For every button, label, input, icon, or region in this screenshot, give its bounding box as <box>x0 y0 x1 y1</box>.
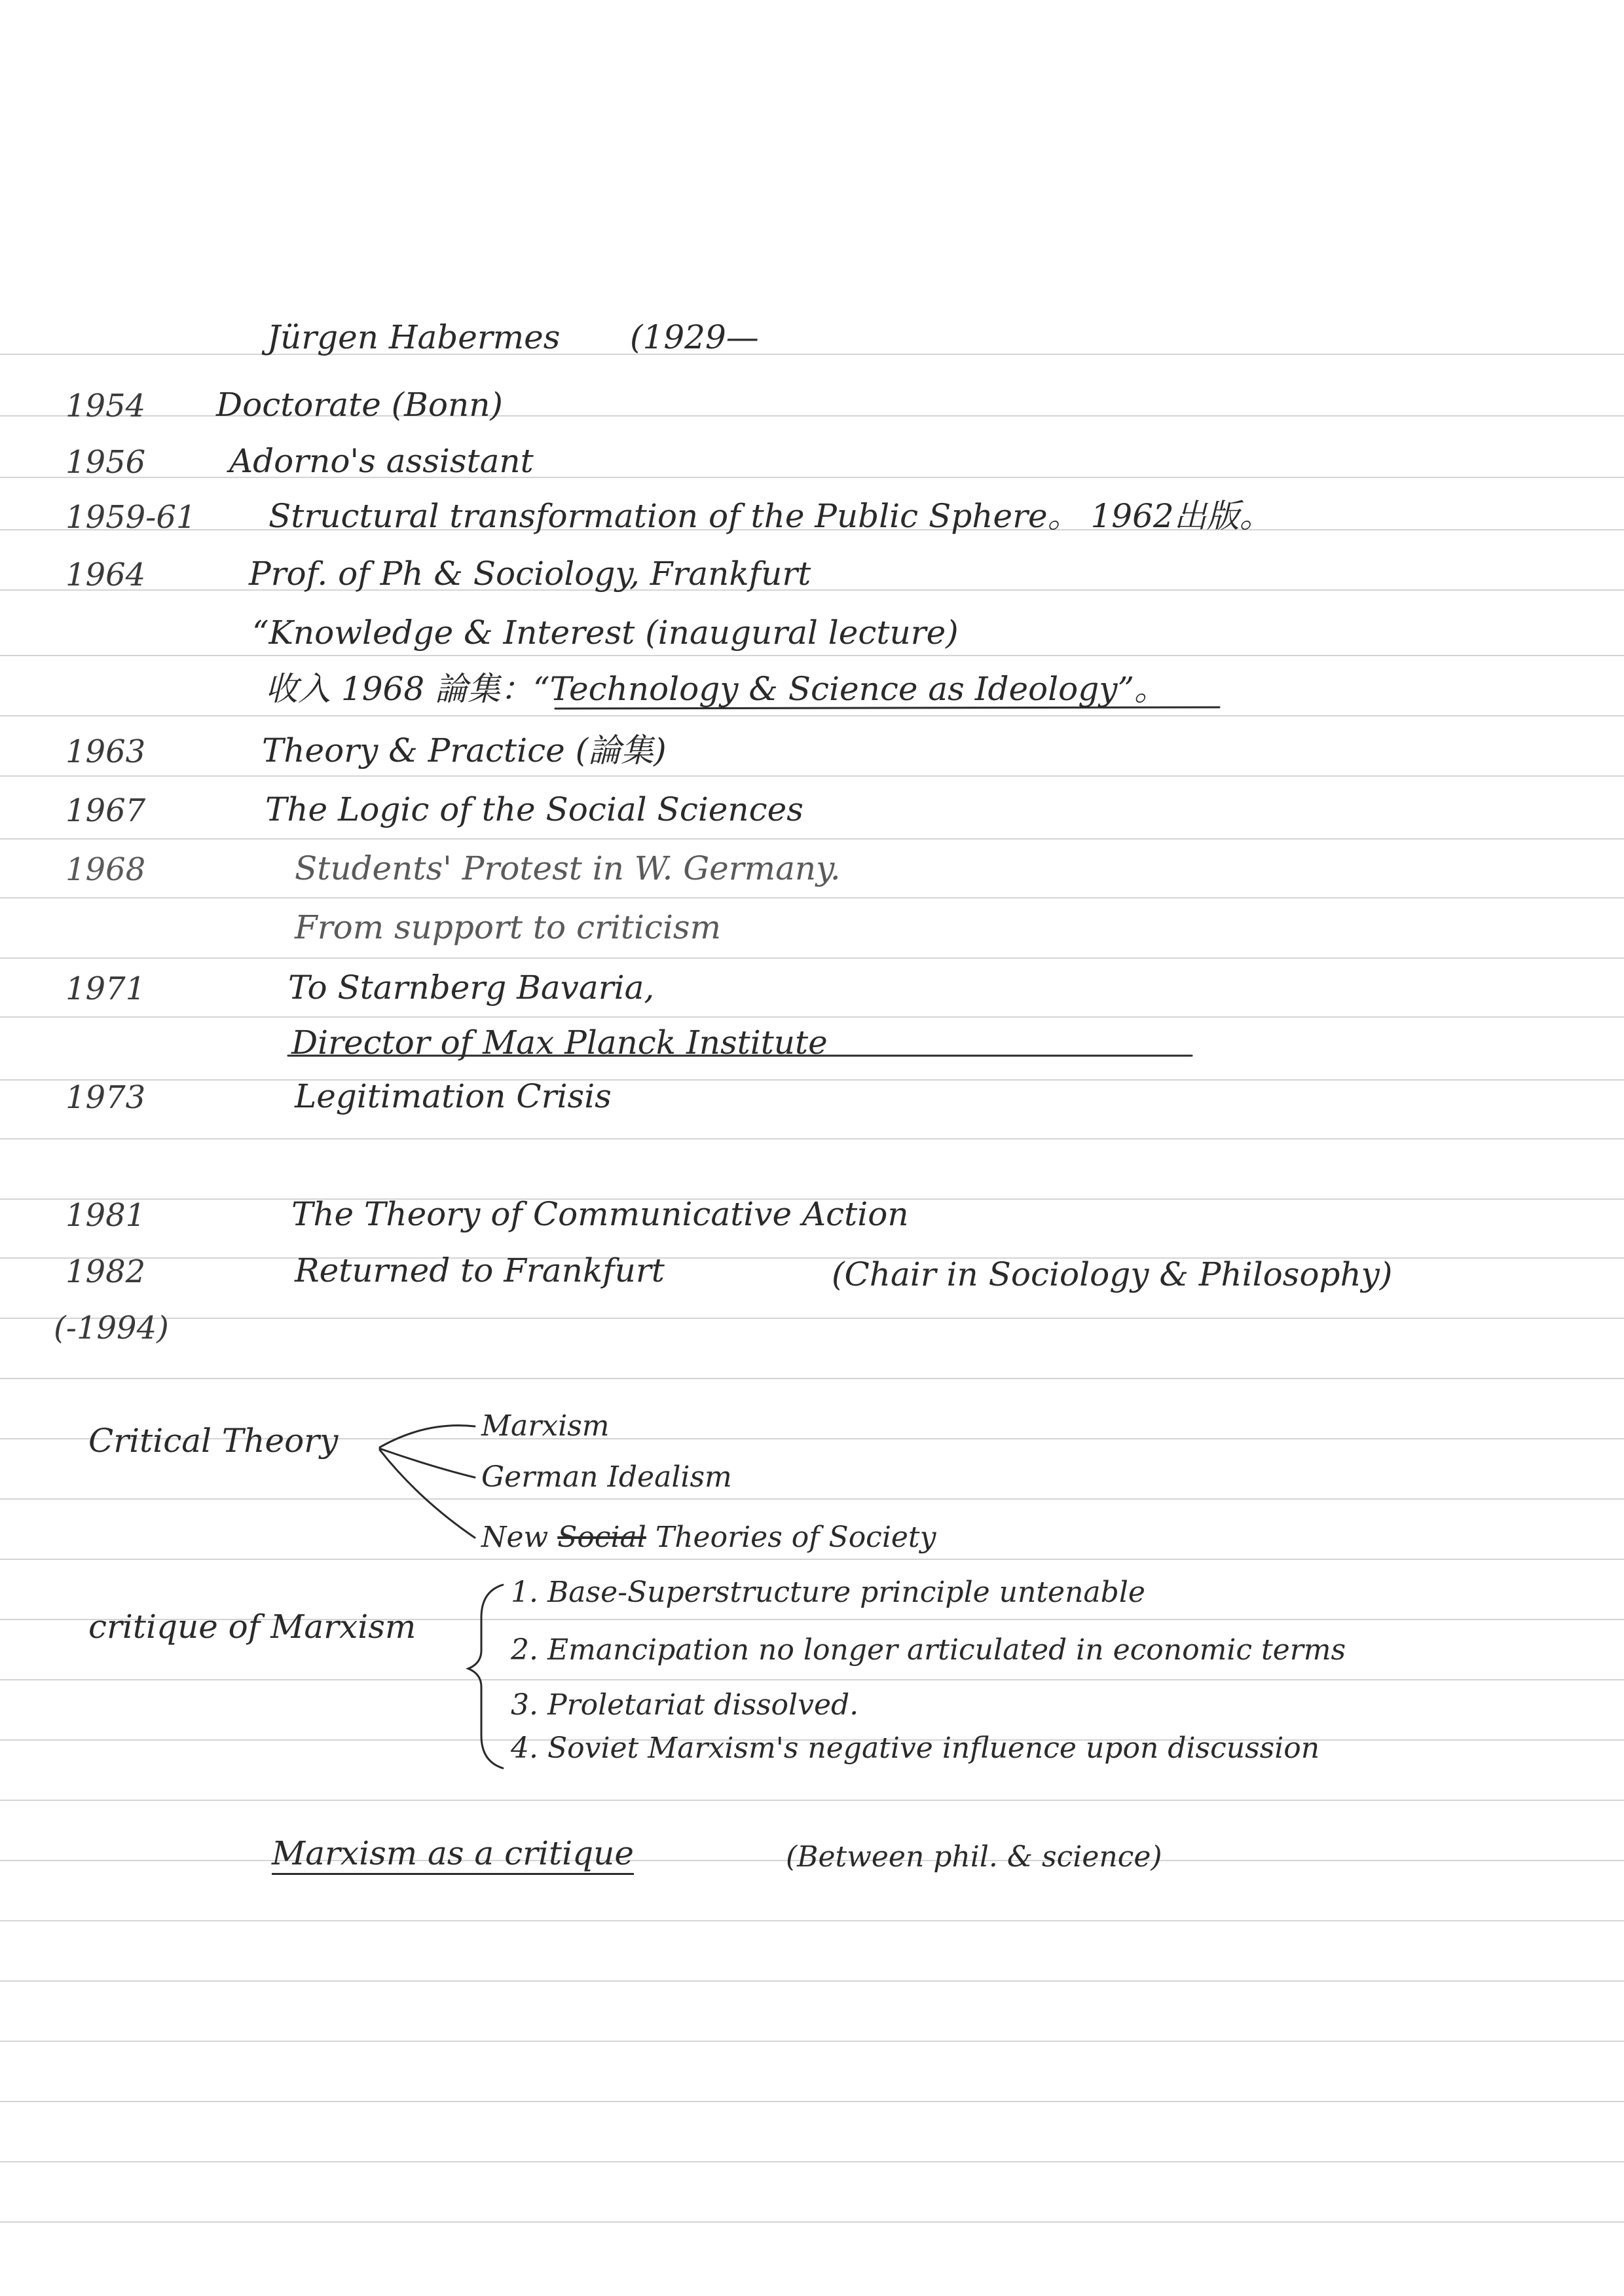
timeline-year: 1964 <box>65 557 146 593</box>
timeline-text: The Theory of Communicative Action <box>291 1195 909 1233</box>
title-name: Jürgen Habermes <box>267 318 561 356</box>
timeline-year: (-1994) <box>54 1310 169 1346</box>
timeline-text: Structural transformation of the Public Sphere。 1962出版。 <box>268 497 1272 535</box>
title-years: (1929— <box>630 318 759 356</box>
closing-main: Marxism as a critique <box>272 1834 634 1875</box>
closing-note: (Between phil. & science) <box>786 1840 1162 1874</box>
timeline-year: 1982 <box>65 1253 146 1290</box>
timeline-text: To Starnberg Bavaria, <box>288 969 655 1007</box>
timeline-text: Students' Protest in W. Germany. <box>295 849 841 887</box>
critique-point: 2. Emancipation no longer articulated in economic terms <box>511 1633 1346 1667</box>
timeline-text: “Knowledge & Interest (inaugural lecture) <box>252 614 959 652</box>
timeline-text: 收入 1968 論集：“Technology & Science as Ideology”。 <box>265 670 1168 708</box>
timeline-text: Legitimation Crisis <box>295 1077 612 1115</box>
timeline-text: Prof. of Ph & Sociology, Frankfurt <box>249 555 811 593</box>
branch-idealism <box>380 1449 475 1477</box>
timeline-year: 1956 <box>65 444 146 481</box>
timeline-year: 1981 <box>65 1197 146 1234</box>
timeline-year: 1959-61 <box>65 499 196 536</box>
timeline-text: Adorno's assistant <box>229 442 534 480</box>
timeline-year: 1973 <box>65 1079 146 1116</box>
timeline-text: The Logic of the Social Sciences <box>265 790 803 828</box>
critique-point: 3. Proletariat dissolved. <box>511 1688 859 1722</box>
timeline-year: 1967 <box>65 792 146 829</box>
timeline-year: 1968 <box>65 851 146 888</box>
critique-brace <box>468 1585 503 1768</box>
branch-theories <box>380 1450 475 1538</box>
timeline-text: (Chair in Sociology & Philosophy) <box>832 1255 1393 1293</box>
ideology-underline <box>555 707 1219 709</box>
timeline-year: 1954 <box>65 388 146 424</box>
timeline-text: Theory & Practice (論集) <box>262 731 667 769</box>
timeline-text: Director of Max Planck Institute <box>291 1024 828 1062</box>
timeline-text: From support to criticism <box>295 908 722 946</box>
timeline-year: 1963 <box>65 733 146 770</box>
timeline-year: 1971 <box>65 971 146 1007</box>
critique-point: 1. Base-Superstructure principle untenable <box>511 1576 1145 1609</box>
critical-theory-branch: German Idealism <box>481 1460 732 1494</box>
critical-theory-branch: Marxism <box>481 1409 610 1443</box>
timeline-text: Doctorate (Bonn) <box>216 386 503 424</box>
critique-point: 4. Soviet Marxism's negative influence upon discussion <box>511 1731 1320 1765</box>
critical-theory-branch: New Social Theories of Society <box>481 1521 936 1554</box>
branch-marxism <box>380 1426 475 1447</box>
critical-theory-label: Critical Theory <box>88 1422 339 1460</box>
timeline-text: Returned to Frankfurt <box>295 1251 665 1289</box>
critique-label: critique of Marxism <box>88 1608 416 1646</box>
